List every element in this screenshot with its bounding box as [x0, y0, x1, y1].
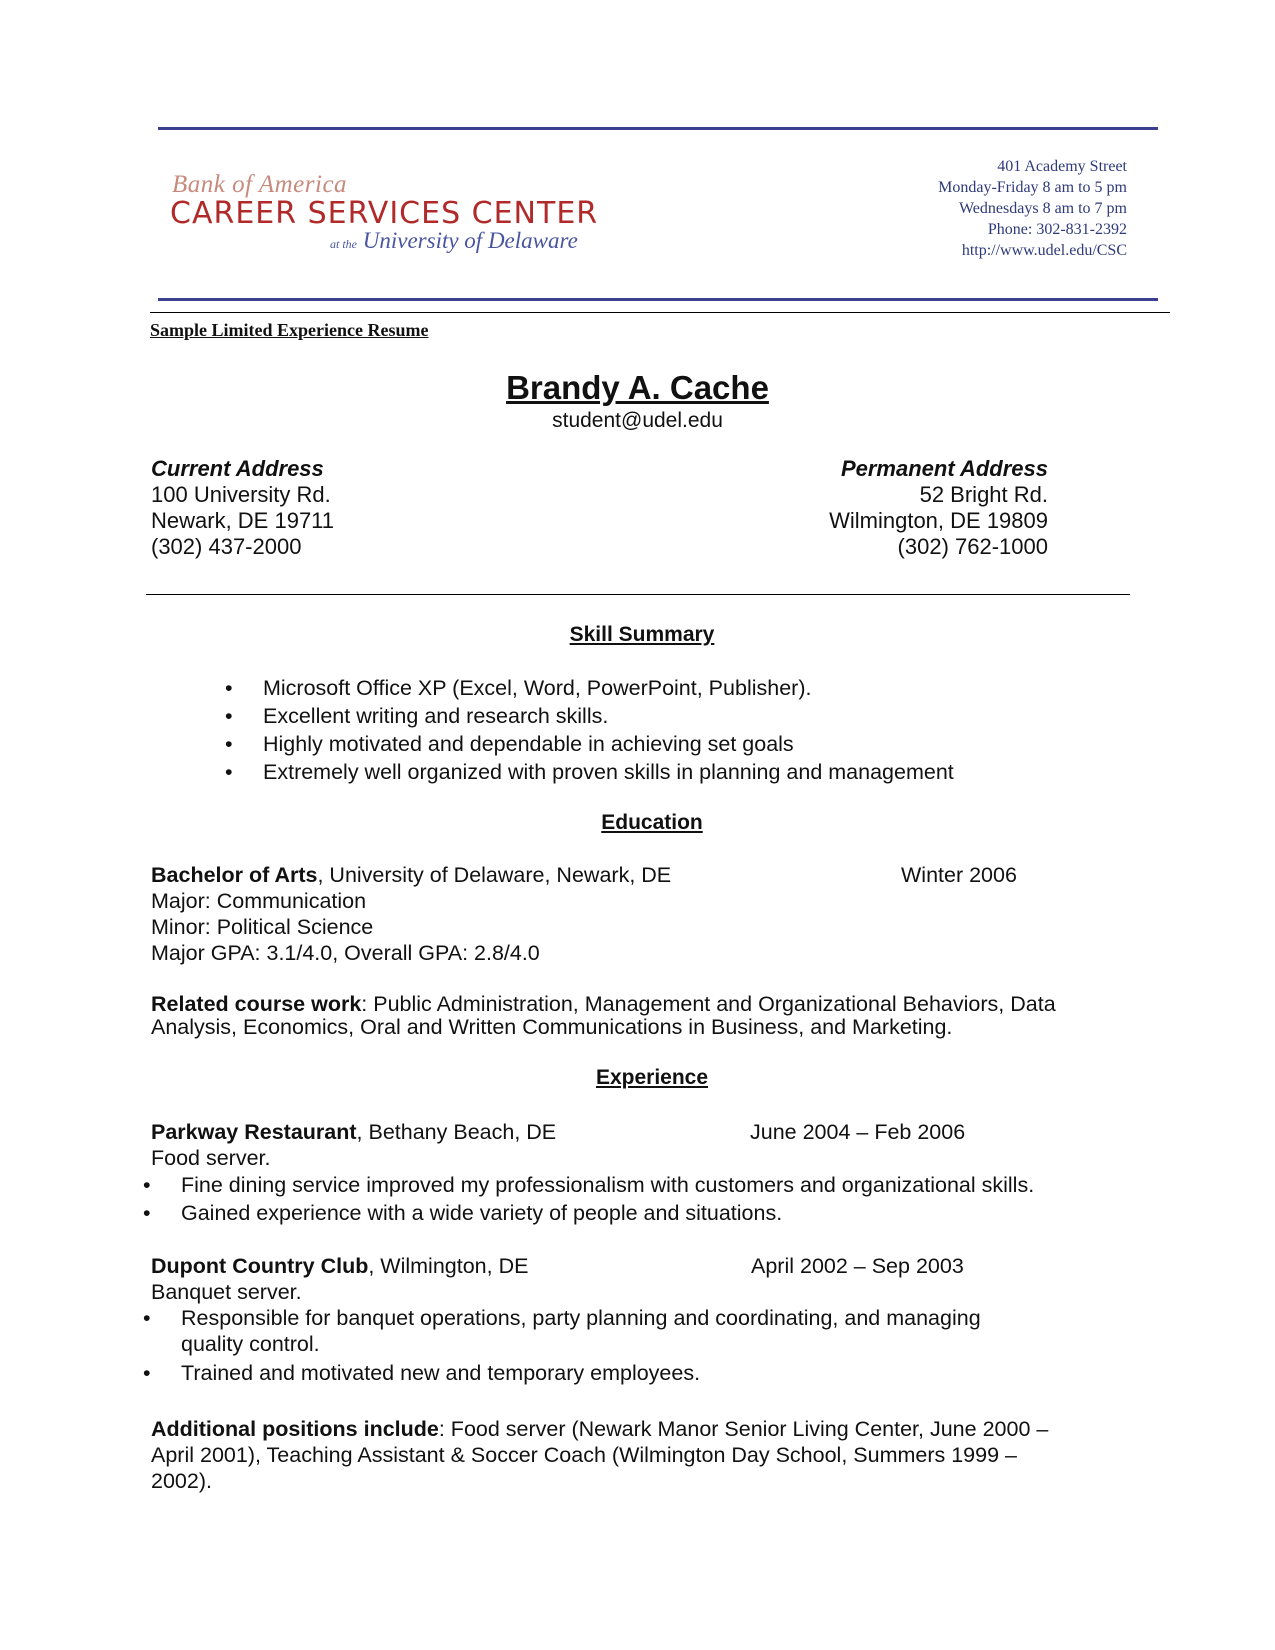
- job-bullet: • Fine dining service improved my professionalism with customers and organizational skills.: [143, 1171, 1123, 1199]
- letterhead-bottom-rule: [158, 298, 1158, 301]
- logo-career-services-center: CAREER SERVICES CENTER: [170, 196, 599, 231]
- skill-item: • Excellent writing and research skills.: [225, 702, 954, 730]
- education-heading: Education: [601, 811, 703, 834]
- education-degree-line: [151, 862, 671, 888]
- job-bullet: • Trained and motivated new and temporary employees.: [143, 1359, 1043, 1387]
- permanent-address-heading: Permanent Address: [840, 456, 1048, 481]
- additional-positions: [151, 1416, 1048, 1494]
- additional-line-2: April 2001), Teaching Assistant & Soccer Coach (Wilmington Day School, Summers 1999 –: [151, 1443, 1017, 1467]
- permanent-address-street: 52 Bright Rd.: [919, 482, 1048, 507]
- title-rule: [150, 312, 1170, 313]
- office-hours-weekday: Monday-Friday 8 am to 5 pm: [938, 179, 1127, 196]
- education-date: Winter 2006: [901, 863, 1017, 887]
- additional-line-3: 2002).: [151, 1469, 212, 1493]
- related-coursework: [151, 993, 1056, 1039]
- skill-item: • Microsoft Office XP (Excel, Word, PowerPoint, Publisher).: [225, 674, 954, 702]
- permanent-address: [829, 456, 1048, 560]
- current-address-city: Newark, DE 19711: [151, 508, 335, 533]
- additional-line-1: [151, 1416, 1048, 1442]
- education-minor: Minor: Political Science: [151, 915, 374, 939]
- document-title: Sample Limited Experience Resume: [150, 320, 429, 340]
- skill-summary-heading: Skill Summary: [569, 623, 715, 646]
- letterhead-contact: [938, 156, 1127, 261]
- skill-list: [225, 674, 954, 786]
- logo-university-of-delaware: [330, 228, 578, 254]
- experience-heading: Experience: [595, 1066, 709, 1089]
- permanent-address-phone: (302) 762-1000: [897, 534, 1048, 559]
- logo-bank-of-america: Bank of America: [172, 171, 348, 198]
- coursework-text-1: : Public Administration, Management and Organizational Behaviors, Data: [361, 992, 1056, 1016]
- permanent-address-city: Wilmington, DE 19809: [829, 508, 1048, 533]
- office-phone: Phone: 302-831-2392: [987, 221, 1127, 238]
- current-address: [151, 456, 334, 560]
- education-degree: Bachelor of Arts: [151, 863, 318, 887]
- job-bullet: • Gained experience with a wide variety of people and situations.: [143, 1199, 1123, 1227]
- job-2-employer: Dupont Country Club: [151, 1254, 369, 1278]
- resume-name: Brandy A. Cache: [506, 369, 769, 406]
- education-school: , University of Delaware, Newark, DE: [317, 863, 672, 887]
- job-2-dates: April 2002 – Sep 2003: [751, 1254, 964, 1278]
- additional-text-1: : Food server (Newark Manor Senior Living Center, June 2000 –: [438, 1417, 1049, 1441]
- current-address-heading: Current Address: [151, 456, 324, 481]
- job-2-title: Banquet server.: [151, 1280, 302, 1304]
- job-1-title: Food server.: [151, 1146, 271, 1170]
- education-gpa: Major GPA: 3.1/4.0, Overall GPA: 2.8/4.0: [151, 941, 540, 965]
- skill-item: • Extremely well organized with proven skills in planning and management: [225, 758, 954, 786]
- additional-label: Additional positions include: [151, 1417, 439, 1441]
- current-address-phone: (302) 437-2000: [151, 534, 302, 559]
- job-2-location: , Wilmington, DE: [368, 1254, 529, 1278]
- coursework-line-1: [151, 993, 1056, 1016]
- job-1-location: , Bethany Beach, DE: [356, 1120, 557, 1144]
- resume-email[interactable]: student@udel.edu: [552, 409, 723, 432]
- logo-prefix: at the: [330, 237, 357, 251]
- coursework-line-2: Analysis, Economics, Oral and Written Communications in Business, and Marketing.: [151, 1015, 953, 1039]
- job-2-header: [151, 1253, 528, 1279]
- job-1-bullets: [143, 1171, 1123, 1227]
- education-major: Major: Communication: [151, 889, 367, 913]
- address-divider: [146, 594, 1130, 595]
- office-url[interactable]: http://www.udel.edu/CSC: [961, 242, 1127, 259]
- job-1-header: [151, 1119, 556, 1145]
- letterhead-top-rule: [158, 127, 1158, 130]
- current-address-street: 100 University Rd.: [151, 482, 331, 507]
- logo-university: University of Delaware: [362, 228, 578, 253]
- job-1-dates: June 2004 – Feb 2006: [750, 1120, 966, 1144]
- job-1-employer: Parkway Restaurant: [151, 1120, 357, 1144]
- skill-item: • Highly motivated and dependable in achieving set goals: [225, 730, 954, 758]
- office-hours-wednesday: Wednesdays 8 am to 7 pm: [958, 200, 1127, 217]
- job-bullet: • Responsible for banquet operations, party planning and coordinating, and managing quality control.: [143, 1305, 1043, 1357]
- job-2-bullets: [143, 1305, 1043, 1387]
- coursework-label: Related course work: [151, 992, 362, 1016]
- office-address: 401 Academy Street: [997, 158, 1127, 175]
